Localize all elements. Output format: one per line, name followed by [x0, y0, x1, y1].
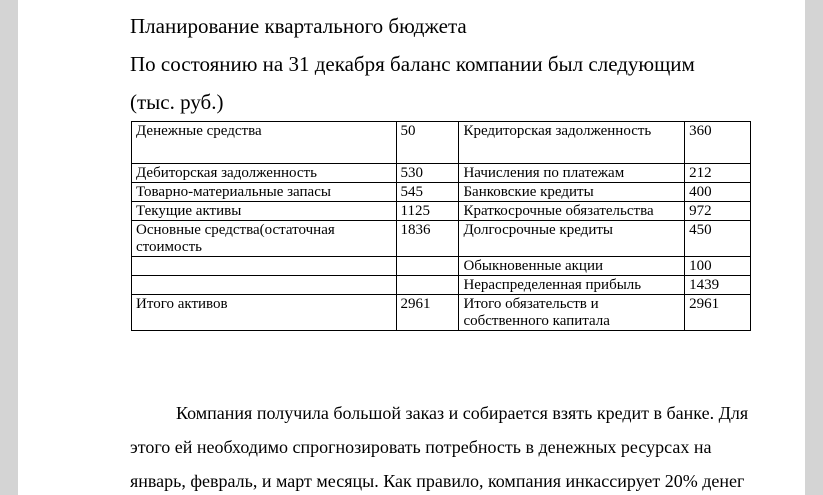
table-row — [132, 122, 751, 164]
paragraph-line: Компания получила большой заказ и собирается взять кредит в банке. Для — [176, 403, 749, 423]
table-row — [132, 295, 751, 331]
asset-name-cell: Текущие активы — [132, 202, 397, 221]
asset-value-cell: 545 — [396, 183, 459, 202]
document-title: Планирование квартального бюджета — [130, 14, 467, 38]
asset-value-cell: 530 — [396, 164, 459, 183]
liability-value-cell: 2961 — [685, 295, 751, 331]
liability-value-cell: 450 — [685, 221, 751, 257]
asset-name-cell — [132, 257, 397, 276]
asset-value-cell — [396, 257, 459, 276]
viewer-left-margin — [0, 0, 18, 495]
table-row — [132, 221, 751, 257]
liability-value-cell: 1439 — [685, 276, 751, 295]
liability-name-cell: Кредиторская задолженность — [459, 122, 685, 164]
table-row — [132, 183, 751, 202]
asset-value-cell: 2961 — [396, 295, 459, 331]
asset-name-cell: Основные средства(остаточная стоимость — [132, 221, 397, 257]
asset-name-cell: Денежные средства — [132, 122, 397, 164]
paragraph-line: этого ей необходимо спрогнозировать потребность в денежных ресурсах на — [130, 437, 712, 457]
table-row — [132, 257, 751, 276]
liability-value-cell: 100 — [685, 257, 751, 276]
asset-name-cell: Дебиторская задолженность — [132, 164, 397, 183]
asset-value-cell: 1125 — [396, 202, 459, 221]
liability-name-cell: Банковские кредиты — [459, 183, 685, 202]
table-row — [132, 164, 751, 183]
asset-name-cell — [132, 276, 397, 295]
liability-value-cell: 400 — [685, 183, 751, 202]
intro-line: По состоянию на 31 декабря баланс компании был следующим — [130, 52, 695, 76]
liability-value-cell: 212 — [685, 164, 751, 183]
asset-name-cell: Итого активов — [132, 295, 397, 331]
liability-name-cell: Нераспределенная прибыль — [459, 276, 685, 295]
liability-name-cell: Начисления по платежам — [459, 164, 685, 183]
liability-name-cell: Краткосрочные обязательства — [459, 202, 685, 221]
asset-name-cell: Товарно-материальные запасы — [132, 183, 397, 202]
viewer-right-margin — [805, 0, 823, 495]
liability-value-cell: 360 — [685, 122, 751, 164]
asset-value-cell: 50 — [396, 122, 459, 164]
document-page — [18, 0, 805, 495]
table-row — [132, 276, 751, 295]
balance-sheet-table — [131, 121, 751, 331]
liability-value-cell: 972 — [685, 202, 751, 221]
liability-name-cell: Итого обязательств и собственного капитала — [459, 295, 685, 331]
asset-value-cell: 1836 — [396, 221, 459, 257]
liability-name-cell: Долгосрочные кредиты — [459, 221, 685, 257]
unit-line: (тыс. руб.) — [130, 90, 224, 114]
table-row — [132, 202, 751, 221]
liability-name-cell: Обыкновенные акции — [459, 257, 685, 276]
paragraph-line: январь, февраль, и март месяцы. Как правило, компания инкассирует 20% денег — [130, 471, 745, 491]
asset-value-cell — [396, 276, 459, 295]
